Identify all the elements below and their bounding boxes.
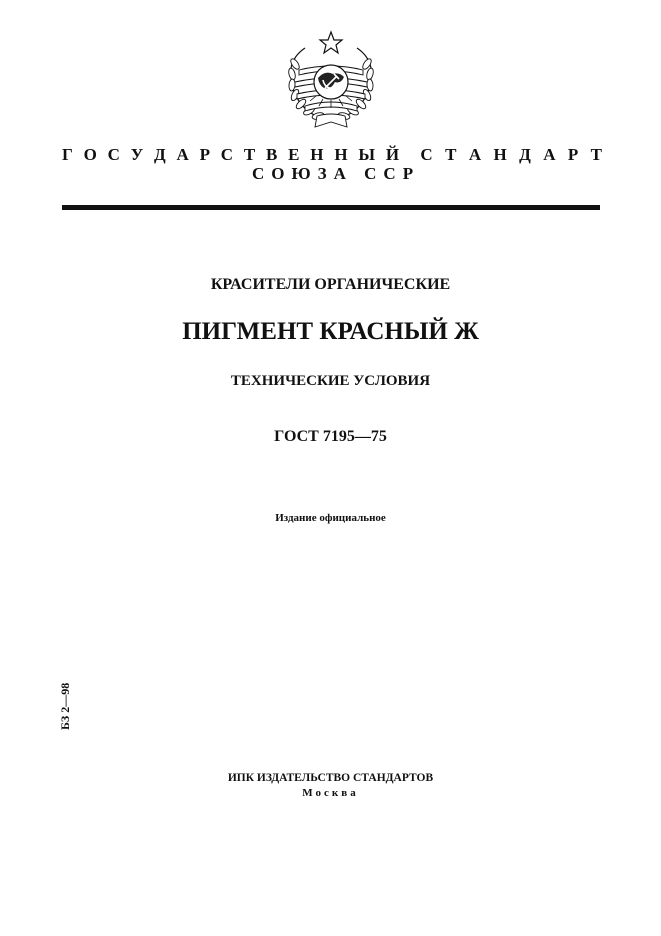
header-divider	[62, 205, 600, 210]
header-letter: Д	[519, 145, 531, 164]
header-line-state-standard	[62, 145, 602, 165]
header-letter: Т	[243, 145, 256, 164]
header-letter: Т	[590, 145, 602, 164]
publisher-name: ИПК ИЗДАТЕЛЬСТВО СТАНДАРТОВ	[227, 772, 434, 784]
edition-note: Издание официальное	[275, 512, 386, 524]
header-letter: У	[130, 145, 144, 164]
header-letter: Г	[62, 145, 73, 164]
header-letter: Й	[385, 145, 400, 164]
header-letter: О	[83, 145, 97, 164]
header-letter: С	[107, 145, 120, 164]
ussr-state-emblem-icon	[281, 30, 381, 132]
document-title: ПИГМЕНТ КРАСНЫЙ Ж	[182, 318, 479, 345]
header-letter: С	[220, 145, 234, 164]
header-letter: А	[176, 145, 189, 164]
document-category: КРАСИТЕЛИ ОРГАНИЧЕСКИЕ	[210, 276, 451, 293]
header-letter: В	[266, 145, 278, 164]
header-word-state	[62, 145, 399, 165]
header-letter: Н	[310, 145, 324, 164]
header-letter: А	[543, 145, 556, 164]
header-letter: Н	[334, 145, 348, 164]
header-letter: Р	[567, 145, 579, 164]
header-letter: Т	[445, 145, 457, 164]
side-note: БЗ 2—98	[58, 682, 72, 730]
publisher-city: Москва	[302, 787, 359, 799]
header-letter: Д	[154, 145, 166, 164]
header-line-ussr: СОЮЗА ССР	[252, 164, 421, 183]
header-word-standard	[420, 145, 602, 165]
header-letter: Ы	[358, 145, 376, 164]
header-letter: С	[420, 145, 433, 164]
header-letter: А	[468, 145, 482, 164]
header-letter: Н	[493, 145, 507, 164]
header-letter: Е	[288, 145, 300, 164]
document-subtitle: ТЕХНИЧЕСКИЕ УСЛОВИЯ	[230, 373, 431, 389]
standard-code: ГОСТ 7195—75	[274, 428, 387, 445]
header-letter: Р	[199, 145, 210, 164]
